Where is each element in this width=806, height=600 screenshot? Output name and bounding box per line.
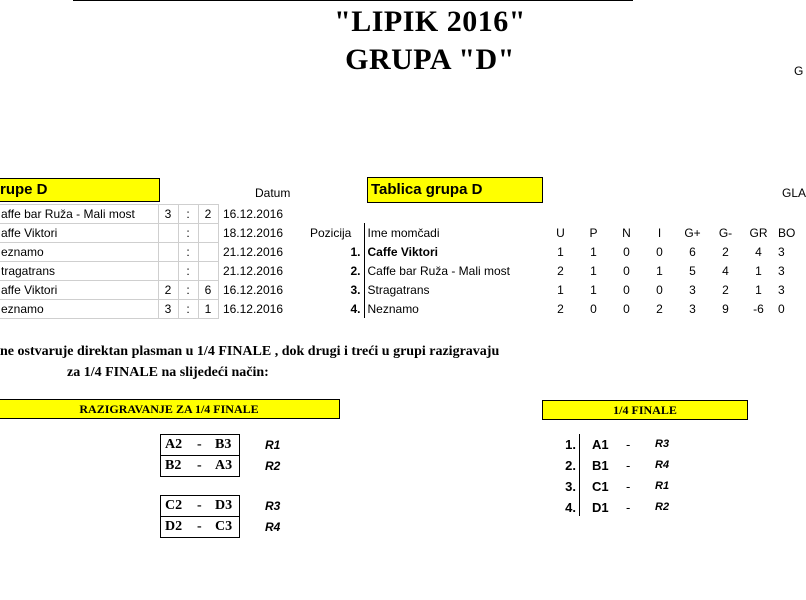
match-date: 16.12.2016	[222, 207, 283, 221]
match-date: 21.12.2016	[222, 264, 283, 278]
standings-header-label: Tablica grupa D	[371, 181, 483, 198]
qf-number: 2.	[565, 458, 576, 473]
qf-team-code: B1	[592, 458, 609, 473]
standing-u: 1	[557, 282, 564, 297]
edge-char-top-right: G	[794, 64, 804, 78]
playoff-row-r2	[161, 455, 239, 476]
match-away-score: 1	[198, 300, 218, 319]
standing-gminus: 2	[722, 282, 729, 297]
qf-team-code: D1	[592, 500, 609, 515]
standing-u: 2	[557, 263, 564, 278]
match-team: eznamo	[0, 243, 158, 262]
standing-gplus: 3	[689, 282, 696, 297]
playoff-header	[0, 399, 340, 419]
col-p: P	[589, 225, 598, 240]
col-gplus: G+	[684, 225, 701, 240]
match-home-score: 2	[158, 281, 178, 300]
standing-n: 0	[623, 282, 630, 297]
qf-reference: R1	[655, 480, 670, 492]
match-away-score: 6	[198, 281, 218, 300]
match-row	[0, 224, 286, 243]
standing-pos: 4.	[310, 299, 364, 318]
standing-p: 1	[590, 244, 597, 259]
playoff-group-1	[160, 434, 240, 477]
match-date: 18.12.2016	[222, 226, 283, 240]
playoff-r1-left: A2	[165, 437, 183, 452]
standing-team: Caffe bar Ruža - Mali most	[367, 263, 510, 278]
standing-gminus: 2	[722, 244, 729, 259]
standing-bo: 3	[778, 282, 785, 297]
matches-table	[0, 204, 286, 319]
qf-dash: -	[626, 437, 631, 452]
match-row	[0, 205, 286, 224]
col-gr: GR	[749, 225, 768, 240]
match-row	[0, 243, 286, 262]
playoff-header-label: RAZIGRAVANJE ZA 1/4 FINALE	[79, 402, 259, 416]
quarterfinal-header	[542, 400, 748, 420]
standings-header	[367, 177, 543, 203]
standing-pos: 3.	[310, 280, 364, 299]
playoff-r4-left: D2	[165, 519, 183, 534]
standing-u: 1	[557, 244, 564, 259]
col-n: N	[622, 225, 631, 240]
standings-row	[310, 261, 798, 280]
qf-dash: -	[626, 479, 631, 494]
standing-gplus: 5	[689, 263, 696, 278]
match-row	[0, 281, 286, 300]
match-separator: :	[178, 205, 198, 224]
col-pos: Pozicija	[310, 223, 364, 242]
qf-number: 4.	[565, 500, 576, 515]
match-home-score	[158, 262, 178, 281]
standing-gr: -6	[753, 301, 764, 316]
qf-dash: -	[626, 500, 631, 515]
playoff-r4-right: C3	[215, 519, 233, 534]
match-separator: :	[178, 224, 198, 243]
top-border-line	[73, 0, 633, 1]
standing-i: 1	[656, 263, 663, 278]
standing-p: 1	[590, 282, 597, 297]
qf-number: 3.	[565, 479, 576, 494]
playoff-r1-dash: -	[197, 437, 202, 452]
qf-team-code: A1	[592, 437, 609, 452]
match-team: affe bar Ruža - Mali most	[0, 205, 158, 224]
page-title-line2: GRUPA "D"	[345, 43, 515, 76]
match-home-score: 3	[158, 300, 178, 319]
qf-reference: R3	[655, 438, 670, 450]
standing-gplus: 6	[689, 244, 696, 259]
playoff-r2-right: A3	[215, 458, 233, 473]
match-row	[0, 300, 286, 319]
standings-row	[310, 299, 798, 318]
note-line2: za 1/4 FINALE na slijedeći način:	[67, 365, 269, 380]
qf-number: 1.	[565, 437, 576, 452]
playoff-label-r2: R2	[265, 459, 281, 473]
playoff-group-2	[160, 495, 240, 538]
qf-reference: R4	[655, 459, 670, 471]
qf-reference: R2	[655, 501, 670, 513]
playoff-r4-dash: -	[197, 519, 202, 534]
standing-pos: 1.	[310, 242, 364, 261]
standing-p: 0	[590, 301, 597, 316]
playoff-r3-left: C2	[165, 498, 183, 513]
match-date: 16.12.2016	[222, 283, 283, 297]
match-row	[0, 262, 286, 281]
match-away-score	[198, 243, 218, 262]
standing-team: Stragatrans	[367, 282, 430, 297]
match-home-score: 3	[158, 205, 178, 224]
standing-team: Neznamo	[367, 301, 419, 316]
col-bo: BO	[778, 225, 796, 240]
match-away-score	[198, 262, 218, 281]
qf-team-code: C1	[592, 479, 609, 494]
playoff-label-r3: R3	[265, 499, 281, 513]
standing-u: 2	[557, 301, 564, 316]
playoff-r3-dash: -	[197, 498, 202, 513]
playoff-row-r3	[161, 496, 239, 516]
standing-bo: 3	[778, 244, 785, 259]
col-u: U	[556, 225, 565, 240]
match-team: affe Viktori	[0, 224, 158, 243]
group-matches-header	[0, 178, 160, 202]
page-title-line1: "LIPIK 2016"	[334, 5, 526, 38]
match-separator: :	[178, 262, 198, 281]
edge-gla-label: GLA	[782, 186, 806, 200]
match-away-score: 2	[198, 205, 218, 224]
match-away-score	[198, 224, 218, 243]
playoff-row-r4	[161, 516, 239, 537]
standing-team: Caffe Viktori	[367, 244, 438, 259]
standing-i: 2	[656, 301, 663, 316]
standing-gr: 1	[755, 282, 762, 297]
playoff-r2-left: B2	[165, 458, 182, 473]
playoff-label-r1: R1	[265, 438, 281, 452]
standing-gr: 4	[755, 244, 762, 259]
match-team: eznamo	[0, 300, 158, 319]
playoff-label-r4: R4	[265, 520, 281, 534]
standing-n: 0	[623, 263, 630, 278]
match-date: 16.12.2016	[222, 302, 283, 316]
group-matches-header-label: rupe D	[0, 181, 48, 198]
standing-n: 0	[623, 301, 630, 316]
col-i: I	[657, 225, 662, 240]
match-separator: :	[178, 300, 198, 319]
note-line1: ne ostvaruje direktan plasman u 1/4 FINALE , dok drugi i treći u grupi razigravaju	[0, 344, 500, 359]
match-home-score	[158, 243, 178, 262]
standing-gr: 1	[755, 263, 762, 278]
standing-pos: 2.	[310, 261, 364, 280]
match-date: 21.12.2016	[222, 245, 283, 259]
standing-gplus: 3	[689, 301, 696, 316]
quarterfinal-divider	[579, 434, 580, 516]
quarterfinal-header-label: 1/4 FINALE	[613, 403, 677, 417]
match-home-score	[158, 224, 178, 243]
standing-bo: 3	[778, 263, 785, 278]
col-gminus: G-	[718, 225, 733, 240]
date-column-label: Datum	[255, 186, 291, 200]
standing-bo: 0	[778, 301, 785, 316]
standings-row	[310, 242, 798, 261]
standings-table	[310, 223, 798, 318]
standing-gminus: 9	[722, 301, 729, 316]
match-separator: :	[178, 281, 198, 300]
standings-row	[310, 280, 798, 299]
playoff-r3-right: D3	[215, 498, 233, 513]
standings-header-row	[310, 223, 798, 242]
match-separator: :	[178, 243, 198, 262]
playoff-row-r1	[161, 435, 239, 455]
col-team: Ime momčadi	[367, 225, 440, 240]
standing-n: 0	[623, 244, 630, 259]
standing-i: 0	[656, 244, 663, 259]
qf-dash: -	[626, 458, 631, 473]
playoff-r1-right: B3	[215, 437, 232, 452]
standing-i: 0	[656, 282, 663, 297]
standing-p: 1	[590, 263, 597, 278]
match-team: affe Viktori	[0, 281, 158, 300]
match-team: tragatrans	[0, 262, 158, 281]
standing-gminus: 4	[722, 263, 729, 278]
playoff-r2-dash: -	[197, 458, 202, 473]
